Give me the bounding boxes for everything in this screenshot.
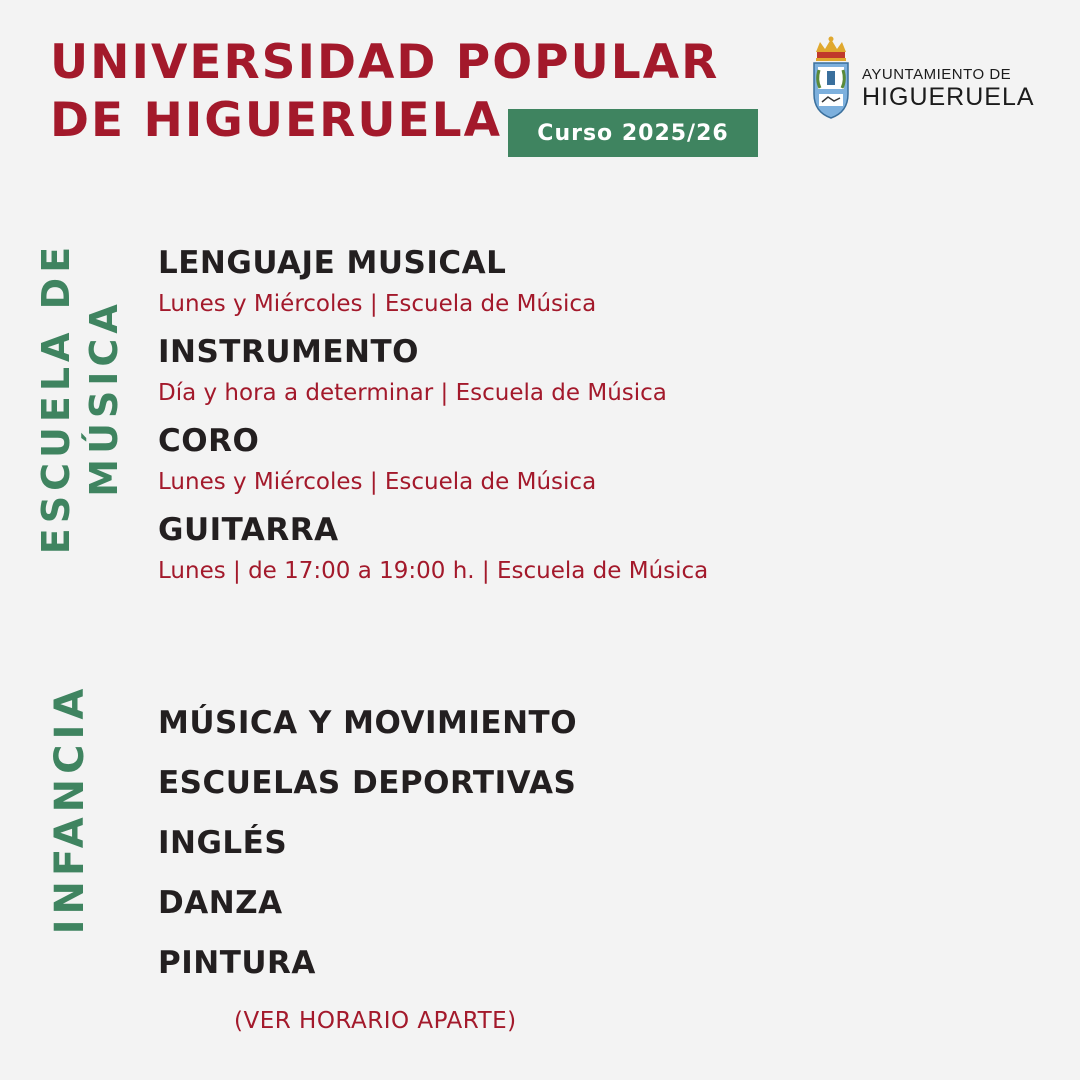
section-label-line-2: MÚSICA <box>82 299 126 497</box>
logo-text-higueruela: HIGUERUELA <box>862 83 1035 111</box>
music-course-list <box>158 242 1038 598</box>
title-line-1: UNIVERSIDAD POPULAR <box>50 35 720 90</box>
infancia-item: MÚSICA Y MOVIMIENTO <box>158 705 578 741</box>
infancia-item: INGLÉS <box>158 825 288 861</box>
ayuntamiento-logo <box>808 36 1048 120</box>
course-schedule: Día y hora a determinar | Escuela de Música <box>158 380 667 406</box>
course-item <box>158 242 1038 324</box>
course-item <box>158 420 1038 502</box>
schedule-note: (VER HORARIO APARTE) <box>234 1008 517 1034</box>
course-schedule: Lunes | de 17:00 a 19:00 h. | Escuela de Música <box>158 558 709 584</box>
course-schedule: Lunes y Miércoles | Escuela de Música <box>158 291 597 317</box>
coat-of-arms-icon <box>808 36 854 120</box>
logo-text-ayuntamiento: AYUNTAMIENTO DE <box>862 66 1012 83</box>
course-name: GUITARRA <box>158 512 339 548</box>
course-name: CORO <box>158 423 260 459</box>
course-name: LENGUAJE MUSICAL <box>158 245 507 281</box>
infancia-item: PINTURA <box>158 945 316 981</box>
infancia-item: ESCUELAS DEPORTIVAS <box>158 765 577 801</box>
course-item <box>158 509 1038 591</box>
section-label-line-1: ESCUELA DE <box>34 241 78 555</box>
title-line-2: DE HIGUERUELA <box>50 93 502 148</box>
infancia-item: DANZA <box>158 885 283 921</box>
infancia-course-list <box>158 693 1038 993</box>
course-item <box>158 331 1038 413</box>
course-schedule: Lunes y Miércoles | Escuela de Música <box>158 469 597 495</box>
course-year-badge: Curso 2025/26 <box>508 109 758 157</box>
section-label-infancia: INFANCIA <box>47 683 93 935</box>
section-label-escuela-de-musica <box>32 228 128 568</box>
course-name: INSTRUMENTO <box>158 334 419 370</box>
